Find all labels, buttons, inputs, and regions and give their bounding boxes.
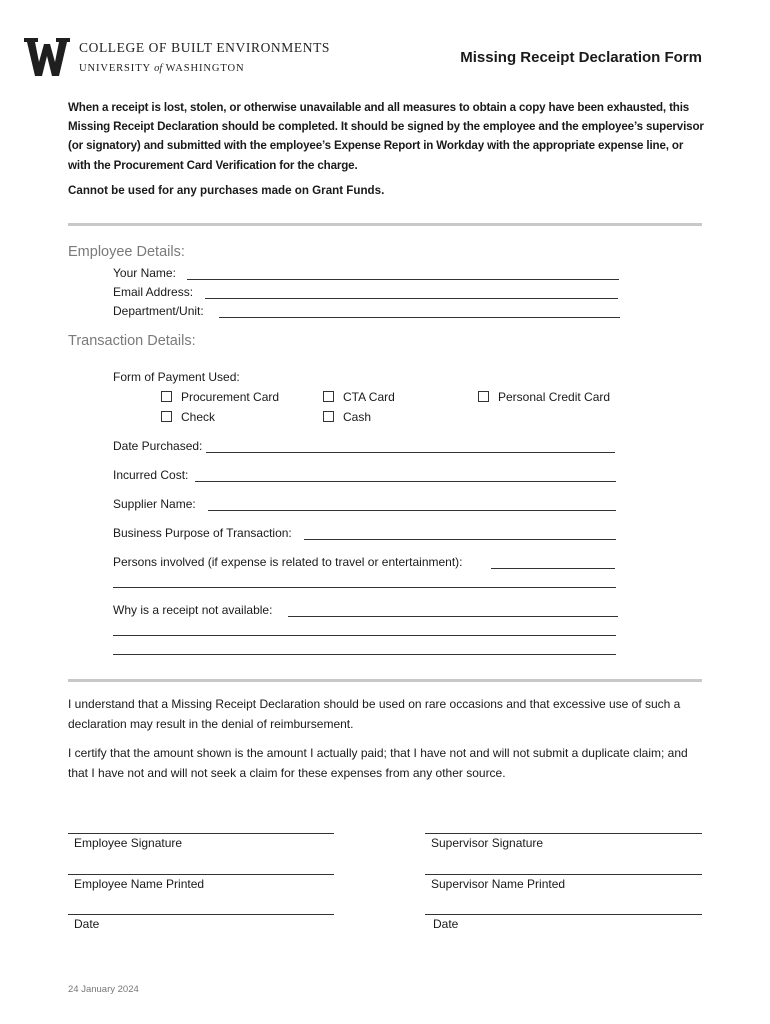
checkbox-icon [323, 391, 334, 402]
incurred-cost-field[interactable] [195, 481, 616, 482]
employee-name-printed-label: Employee Name Printed [74, 877, 205, 891]
university-name: UNIVERSITY of WASHINGTON [79, 63, 245, 74]
date-purchased-label: Date Purchased: [113, 439, 203, 453]
department-unit-label: Department/Unit: [113, 304, 204, 318]
your-name-field[interactable] [187, 279, 619, 280]
department-unit-field[interactable] [219, 317, 620, 318]
supplier-name-field[interactable] [208, 510, 616, 511]
employee-details-heading: Employee Details: [68, 244, 185, 260]
cash-checkbox[interactable]: Cash [323, 409, 371, 425]
form-title: Missing Receipt Declaration Form [460, 49, 702, 66]
personal-credit-card-checkbox[interactable]: Personal Credit Card [478, 389, 610, 405]
understand-statement: I understand that a Missing Receipt Declaration should be used on rare occasions and that excessive use of such a declaration may result in the denial of reimbursement. [68, 697, 681, 731]
why-no-receipt-label: Why is a receipt not available: [113, 603, 273, 617]
employee-signature-label: Employee Signature [74, 836, 183, 850]
employee-signature-line[interactable] [68, 833, 334, 834]
checkbox-icon [161, 391, 172, 402]
check-checkbox[interactable]: Check [161, 409, 215, 425]
form-of-payment-label: Form of Payment Used: [113, 370, 240, 384]
checkbox-icon [478, 391, 489, 402]
email-address-field[interactable] [205, 298, 618, 299]
checkbox-icon [323, 411, 334, 422]
why-no-receipt-field-line2[interactable] [113, 635, 616, 636]
employee-date-label: Date [74, 917, 100, 931]
date-purchased-field[interactable] [206, 452, 615, 453]
persons-involved-field-line2[interactable] [113, 587, 616, 588]
employee-name-printed-line[interactable] [68, 874, 334, 875]
footer-date: 24 January 2024 [68, 984, 139, 995]
certify-statement: I certify that the amount shown is the amount I actually paid; that I have not and will not submit a duplicate claim; and that I have not and will not seek a claim for these expenses from any other source. [68, 746, 688, 780]
supplier-name-label: Supplier Name: [113, 497, 196, 511]
why-no-receipt-field-line3[interactable] [113, 654, 616, 655]
supervisor-signature-line[interactable] [425, 833, 702, 834]
uw-w-logo-icon [24, 38, 70, 76]
transaction-details-heading: Transaction Details: [68, 333, 196, 349]
procurement-card-checkbox[interactable]: Procurement Card [161, 389, 279, 405]
college-name: COLLEGE OF BUILT ENVIRONMENTS [79, 40, 331, 55]
grant-funds-note: Cannot be used for any purchases made on Grant Funds. [68, 184, 385, 197]
supervisor-name-printed-line[interactable] [425, 874, 702, 875]
intro-paragraph: When a receipt is lost, stolen, or otherwise unavailable and all measures to obtain a copy have been exhausted, this Missing Receipt Declaration should be completed. It should be signed by the employee and the employee’s supervisor (or signatory) and submitted with the employee’s Expense Report in Workday with the appropriate expense line, or with the Procurement Card Verification for the charge. [68, 101, 704, 172]
employee-date-line[interactable] [68, 914, 334, 915]
business-purpose-field[interactable] [304, 539, 616, 540]
supervisor-name-printed-label: Supervisor Name Printed [431, 877, 566, 891]
email-address-label: Email Address: [113, 285, 194, 299]
your-name-label: Your Name: [113, 266, 176, 280]
persons-involved-field[interactable] [491, 568, 615, 569]
checkbox-icon [161, 411, 172, 422]
supervisor-date-line[interactable] [425, 914, 702, 915]
persons-involved-label: Persons involved (if expense is related to travel or entertainment): [113, 555, 463, 569]
business-purpose-label: Business Purpose of Transaction: [113, 526, 292, 540]
why-no-receipt-field[interactable] [288, 616, 618, 617]
incurred-cost-label: Incurred Cost: [113, 468, 189, 482]
section-divider [68, 223, 702, 226]
section-divider [68, 679, 702, 682]
supervisor-signature-label: Supervisor Signature [431, 836, 544, 850]
cta-card-checkbox[interactable]: CTA Card [323, 389, 395, 405]
supervisor-date-label: Date [433, 917, 459, 931]
